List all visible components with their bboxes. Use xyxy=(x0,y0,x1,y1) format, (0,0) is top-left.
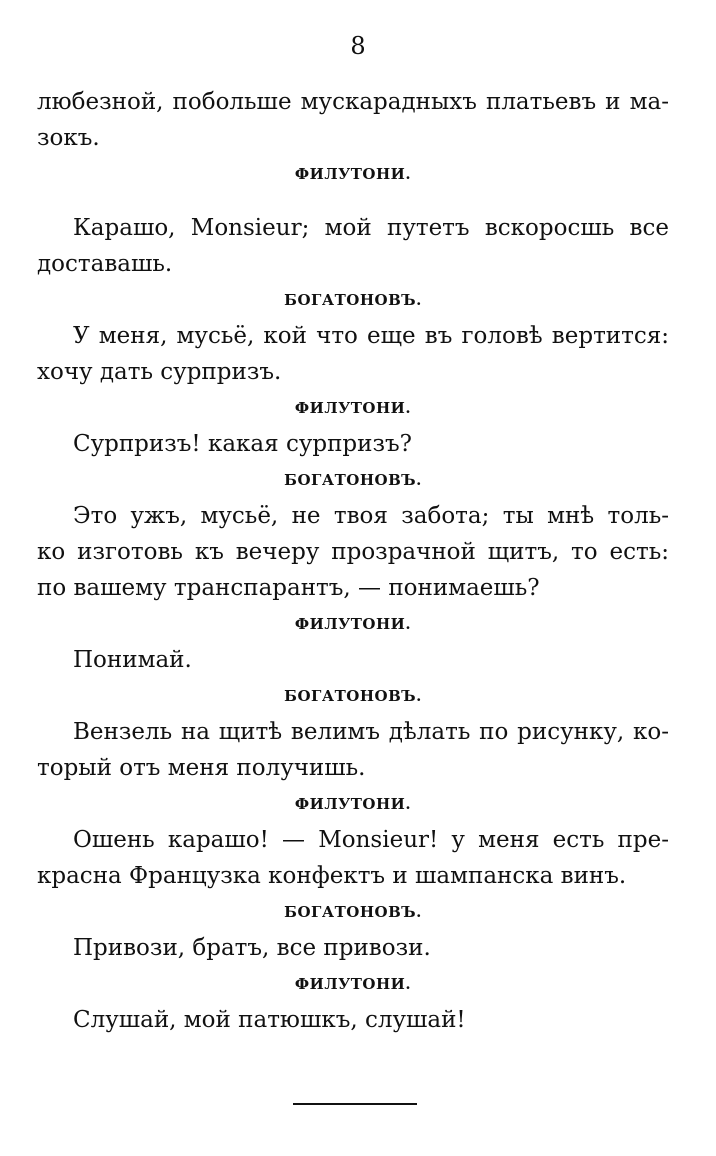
speaker-name: БОГАТОНОВЪ. xyxy=(284,687,422,705)
speaker-name: ФИЛУТОНИ. xyxy=(294,399,412,417)
speaker-name: ФИЛУТОНИ. xyxy=(294,795,412,813)
speaker-name: ФИЛУТОНИ. xyxy=(294,165,412,183)
end-rule xyxy=(293,1103,417,1105)
text-line: Вензель на щитѣ велимъ дѣлать по рисунку, ко- xyxy=(73,719,669,745)
text-line: Это ужъ, мусьё, не твоя забота; ты мнѣ толь- xyxy=(73,503,669,529)
speaker-name: БОГАТОНОВЪ. xyxy=(284,471,422,489)
text-line: Сурпризъ! какая сурпризъ? xyxy=(73,431,412,457)
text-line: по вашему транспарантъ, — понимаешь? xyxy=(37,575,540,601)
text-line: хочу дать сурпризъ. xyxy=(37,359,282,385)
text-line: Карашо, Monsieur; мой путетъ вскоросшь все xyxy=(73,215,669,241)
speaker-name: БОГАТОНОВЪ. xyxy=(284,291,422,309)
text-line: зокъ. xyxy=(37,125,100,151)
text-line: Ошень карашо! — Monsieur! у меня есть пре- xyxy=(73,827,669,853)
text-line: любезной, побольше мускарадныхъ платьевъ и ма- xyxy=(37,89,669,115)
text-line: торый отъ меня получишь. xyxy=(37,755,366,781)
text-line: Слушай, мой патюшкъ, слушай! xyxy=(73,1007,466,1033)
play-text xyxy=(37,84,669,1038)
page-number: 8 xyxy=(350,32,366,60)
speaker-name: ФИЛУТОНИ. xyxy=(294,615,412,633)
text-line: У меня, мусьё, кой что еще въ головѣ вертится: xyxy=(73,323,669,349)
text-line: доставашь. xyxy=(37,251,173,277)
text-line: Понимай. xyxy=(73,647,192,673)
speaker-name: ФИЛУТОНИ. xyxy=(294,975,412,993)
speaker-name: БОГАТОНОВЪ. xyxy=(284,903,422,921)
text-line: красна Французка конфектъ и шампанска винъ. xyxy=(37,863,627,889)
text-line: ко изготовь къ вечеру прозрачной щитъ, то есть: xyxy=(37,539,669,565)
text-line: Привози, братъ, все привози. xyxy=(73,935,431,961)
